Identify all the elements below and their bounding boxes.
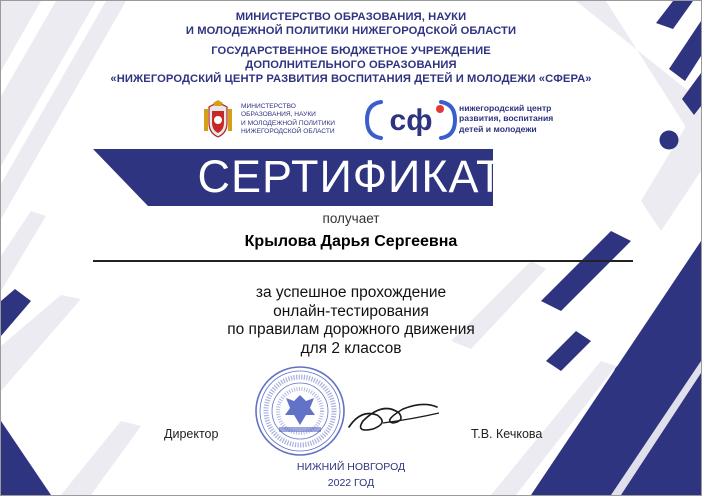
sfera-logo: [365, 99, 457, 141]
ministry-logo-line: ОБРАЗОВАНИЯ, НАУКИ: [241, 111, 316, 119]
year-label: 2022 ГОД: [327, 477, 375, 489]
city-label: НИЖНИЙ НОВГОРОД: [296, 461, 406, 473]
coat-of-arms-icon: [201, 99, 235, 139]
sfera-logo-line: детей и молодежи: [459, 123, 537, 134]
ministry-logo-line: МИНИСТЕРСТВО: [241, 103, 296, 110]
achievement-line: для 2 классов: [300, 339, 402, 357]
header-line-5: «НИЖЕГОРОДСКИЙ ЦЕНТР РАЗВИТИЯ ВОСПИТАНИЯ ДЕТЕЙ И МОЛОДЕЖИ «СФЕРА»: [110, 73, 592, 85]
recipient-name: Крылова Дарья Сергеевна: [244, 233, 458, 250]
achievement-line: онлайн-тестирования: [273, 302, 429, 320]
director-signature: [343, 393, 443, 441]
header-line-1: МИНИСТЕРСТВО ОБРАЗОВАНИЯ, НАУКИ: [235, 11, 467, 23]
ministry-logo-text: [241, 103, 335, 137]
header-line-4: ДОПОЛНИТЕЛЬНОГО ОБРАЗОВАНИЯ: [245, 59, 457, 71]
issuer-header: [101, 10, 601, 86]
receives-label: получает: [322, 211, 380, 226]
ministry-logo-line: И МОЛОДЕЖНОЙ ПОЛИТИКИ: [241, 119, 336, 127]
name-underline: [93, 260, 633, 262]
signer-role: Директор: [164, 427, 219, 441]
header-line-3: ГОСУДАРСТВЕННОЕ БЮДЖЕТНОЕ УЧРЕЖДЕНИЕ: [211, 45, 491, 57]
certificate-title: СЕРТИФИКАТ: [197, 151, 505, 202]
sfera-logo-line: развития, воспитания: [459, 113, 554, 124]
sfera-logo-line: нижегородский центр: [459, 103, 552, 113]
achievement-line: за успешное прохождение: [255, 284, 447, 301]
achievement-text: [201, 284, 501, 358]
ministry-logo-line: НИЖЕГОРОДСКОЙ ОБЛАСТИ: [241, 128, 335, 136]
official-seal-stamp: [251, 365, 349, 457]
sfera-logo-text: [459, 103, 553, 134]
place-and-year: [251, 459, 451, 491]
achievement-line: по правилам дорожного движения: [227, 321, 475, 339]
signer-name: Т.В. Кечкова: [471, 427, 543, 441]
sfera-mark: сф: [389, 104, 433, 137]
header-line-2: И МОЛОДЕЖНОЙ ПОЛИТИКИ НИЖЕГОРОДСКОЙ ОБЛАСТИ: [185, 25, 517, 37]
